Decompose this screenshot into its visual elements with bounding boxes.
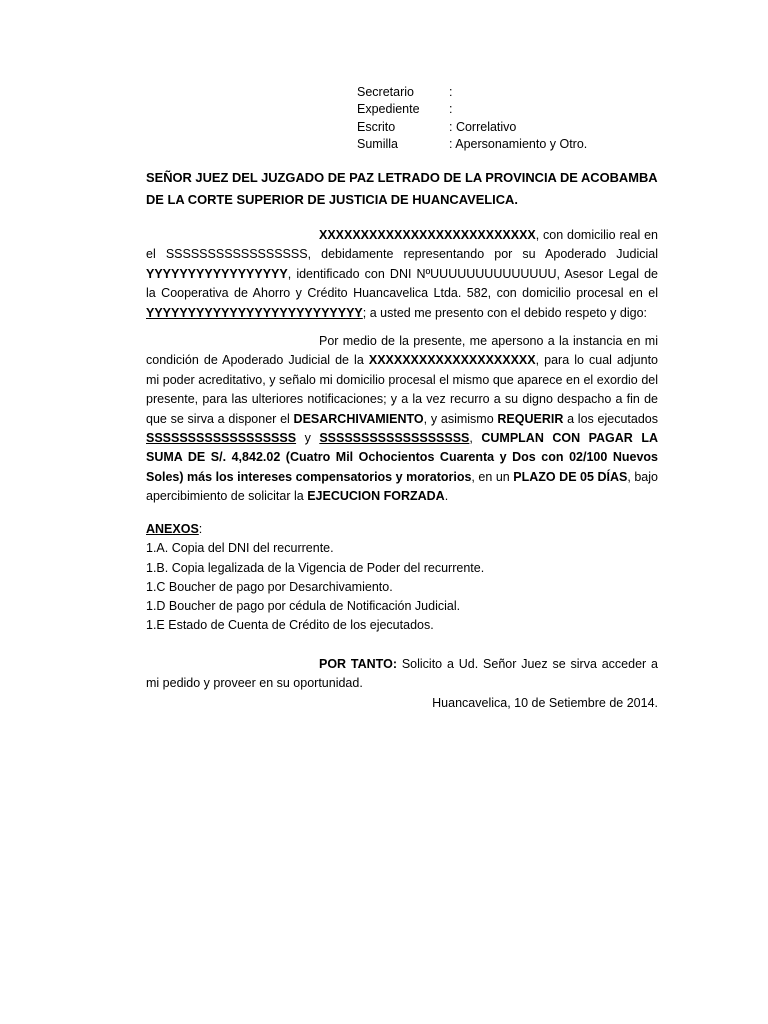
body-text: Por medio de la presente, me apersono a la instancia en mi condición de Apoderado Judicial de la [146,334,658,368]
body-text: , bajo apercibimiento de solicitar la [146,469,658,504]
annexes-title-colon: : [198,522,203,536]
annex-item: 1.A. Copia del DNI del recurrente. [146,541,334,556]
body-text: a los ejecutados [563,411,658,426]
annex-item: 1.E Estado de Cuenta de Crédito de los ejecutados. [146,618,434,633]
annexes-title: ANEXOS [146,522,199,536]
annex-item: 1.D Boucher de pago por cédula de Notificación Judicial. [146,599,461,614]
deadline: PLAZO DE 05 DÍAS [513,469,628,484]
header-label: Secretario [357,85,414,99]
procedural-address: YYYYYYYYYYYYYYYYYYYYYYYYYY [146,305,363,320]
payment-demand: CUMPLAN CON PAGAR LA SUMA DE S/. 4,842.02 (Cuatro Mil Ochocientos Cuarenta y Dos con 02/100 Nuevos Soles) más los intereses compensatorios y moratorios [146,431,658,484]
annex-item: 1.B. Copia legalizada de la Vigencia de Poder del recurrente. [146,560,485,575]
header-value: : Correlativo [449,119,517,134]
applicant-name: XXXXXXXXXXXXXXXXXXXXXXXXXX [319,228,536,242]
annexes-section [146,520,666,635]
request-requerir: REQUERIR [497,411,564,426]
intro-text: ; a usted me presento con el debido respeto y digo: [362,305,647,320]
addressee-heading: SEÑOR JUEZ DEL JUZGADO DE PAZ LETRADO DE LA PROVINCIA DE ACOBAMBA DE LA CORTE SUPERIOR DE JUSTICIA DE HUANCAVELICA. [146,170,658,207]
header-value: : [449,102,453,117]
executed-party-2: SSSSSSSSSSSSSSSSSS [319,431,470,446]
header-value: : [449,85,453,99]
intro-paragraph [146,226,658,323]
closing-paragraph [146,655,658,694]
body-text: , en un [471,469,514,484]
header-row-secretario [357,84,587,101]
header-row-sumilla [357,136,587,153]
annex-item: 1.C Boucher de pago por Desarchivamiento. [146,579,393,594]
intro-text: , con domicilio real en el SSSSSSSSSSSSSSSSS, debidamente representando por su Apoderado Judicial [146,228,658,262]
body-text: , [469,431,482,446]
place-date: Huancavelica, 10 de Setiembre de 2014. [432,696,658,710]
body-text: y [296,431,320,446]
header-row-expediente [357,101,587,118]
request-desarchivamiento: DESARCHIVAMIENTO [293,411,424,426]
entity-name: XXXXXXXXXXXXXXXXXXXX [368,353,536,368]
body-paragraph [146,332,658,507]
closing-lead: POR TANTO: [319,657,397,671]
annexes-title-line [146,520,666,539]
header-value: : Apersonamiento y Otro. [449,136,588,151]
header-row-escrito [357,119,587,136]
judicial-agent-name: YYYYYYYYYYYYYYYYY [146,266,288,281]
body-text: , y asimismo [423,411,498,426]
case-header [357,84,587,153]
body-text: , para lo cual adjunto mi poder acreditativo, y señalo mi domicilio procesal el mismo que aparece en el exordio del presente, para las ulteriores notificaciones; y a la vez recurro a su digno despacho a fin de que se sirva a disponer el [146,353,658,426]
header-label: Sumilla [357,136,398,151]
forced-execution: EJECUCION FORZADA [307,489,445,504]
executed-party-1: SSSSSSSSSSSSSSSSSS [146,431,297,446]
header-label: Escrito [357,119,396,134]
body-text: . [444,489,449,504]
header-label: Expediente [357,102,420,117]
intro-text: , identificado con DNI NºUUUUUUUUUUUUUU, Asesor Legal de la Cooperativa de Ahorro y Crédito Huancavelica Ltda. 582, con domicilio procesal en el [146,266,658,301]
closing-text: Solicito a Ud. Señor Juez se sirva acceder a mi pedido y proveer en su oportunidad. [146,657,658,691]
